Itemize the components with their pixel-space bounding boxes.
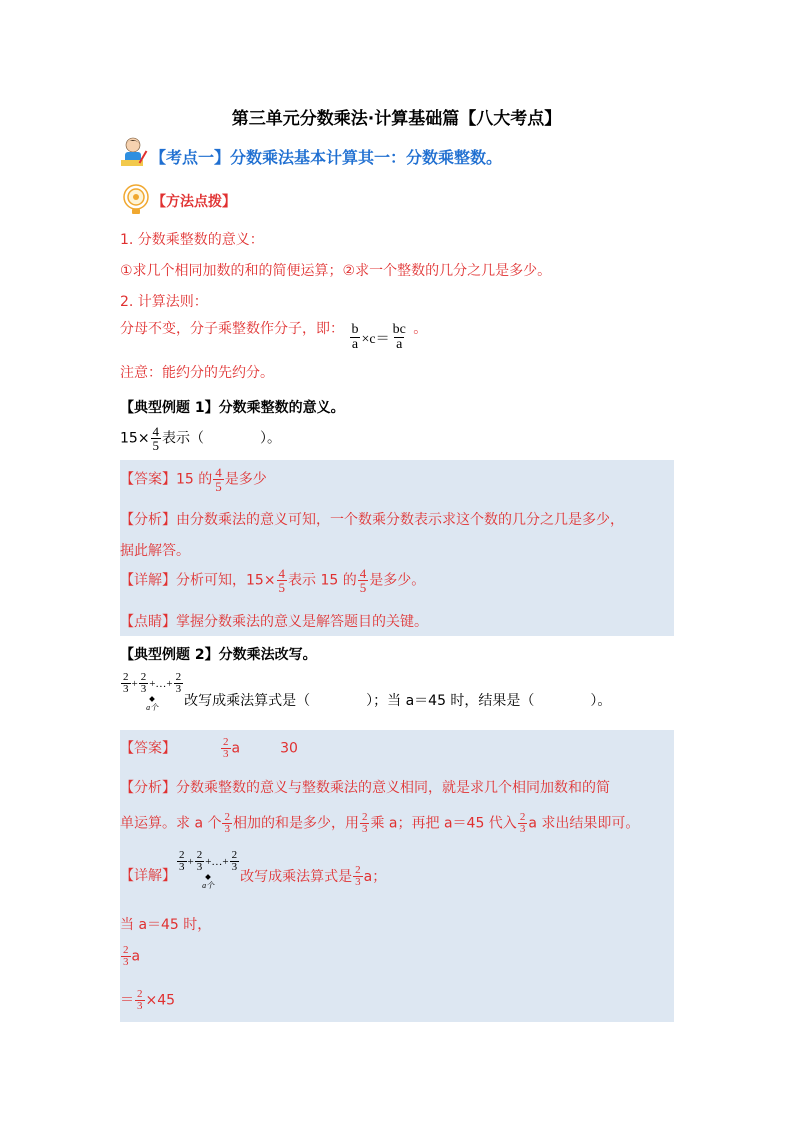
numerator: 4: [359, 566, 367, 581]
denominator: 5: [278, 580, 286, 595]
example-2-detail: [120, 850, 386, 891]
equals-sign: ＝: [120, 992, 134, 1009]
sum-expression: [176, 850, 240, 891]
detail-text: 改写成乘法算式是: [240, 868, 353, 885]
method-note: 注意：能约分的先约分。: [120, 365, 274, 381]
analysis-text: 乘 a；再把 a＝45 代入: [370, 815, 517, 832]
fraction-2-3: [230, 850, 240, 873]
numerator: 4: [278, 566, 286, 581]
fraction-2-3: [222, 812, 232, 835]
example-1-answer: [120, 466, 267, 493]
denominator: 3: [137, 1000, 143, 1012]
q-text: 表示（ ）。: [162, 430, 282, 447]
analysis-text: a 求出结果即可。: [528, 815, 640, 832]
numerator: 2: [196, 849, 203, 861]
example-1-title: 【典型例题 1】分数乘整数的意义。: [120, 400, 345, 416]
method-line-1: 1. 分数乘整数的意义：: [120, 232, 264, 248]
detail-text: 是多少。: [369, 572, 426, 589]
fraction-2-3: [195, 850, 205, 873]
fraction-2-3: [139, 672, 149, 695]
numerator: 2: [140, 671, 147, 683]
formula-times-c: ×c＝: [361, 331, 390, 347]
student-avatar-icon: [118, 136, 150, 170]
denominator: 3: [140, 683, 147, 695]
example-2-step-1: 当 a＝45 时，: [120, 917, 212, 933]
fraction-2-3: [121, 672, 131, 695]
rule-end: 。: [413, 321, 428, 337]
detail-tail: [240, 864, 387, 888]
numerator: b: [351, 322, 359, 337]
denominator: 3: [231, 861, 238, 873]
a-count-label: a个: [202, 881, 215, 890]
example-1-analysis-2: 据此解答。: [120, 543, 190, 559]
brace-marker: [205, 874, 211, 880]
numerator: 2: [355, 864, 361, 876]
a-count-label: a个: [146, 703, 159, 712]
brace-marker: [149, 696, 155, 702]
step-times-45: ×45: [145, 992, 176, 1009]
denominator: 5: [215, 479, 222, 494]
numerator: 2: [175, 671, 182, 683]
example-2-question: [120, 672, 611, 713]
denominator: 3: [361, 823, 368, 835]
denominator: a: [351, 337, 359, 352]
plus-sign: +: [131, 677, 138, 690]
example-2-title: 【典型例题 2】分数乘法改写。: [120, 647, 317, 663]
numerator: 2: [224, 811, 230, 823]
answer-text: 【答案】15 的: [120, 471, 213, 488]
denominator: 3: [196, 861, 203, 873]
fraction-2-3: [177, 850, 187, 873]
denominator: 3: [123, 683, 129, 695]
detail-label: 【详解】: [120, 868, 176, 884]
fraction-2-3: [221, 737, 231, 760]
fraction-b-over-a: [349, 323, 360, 352]
fraction-4-5: [213, 466, 224, 493]
example-2-analysis-1: 【分析】分数乘整数的意义与整数乘法的意义相同，就是求几个相同加数和的简: [120, 780, 610, 796]
plus-dots: +…+: [205, 855, 229, 868]
denominator: 3: [175, 683, 182, 695]
example-1-detail: [120, 567, 425, 594]
fraction-2-3: [135, 989, 145, 1012]
numerator: 2: [361, 811, 368, 823]
numerator: 2: [123, 944, 129, 956]
denominator: 3: [355, 876, 361, 888]
method-line-2: ①求几个相同加数的和的简便运算；②求一个整数的几分之几是多少。: [120, 263, 552, 279]
answer-a: a: [231, 740, 241, 757]
plus-sign: +: [187, 855, 194, 868]
numerator: 4: [152, 424, 160, 439]
numerator: 2: [179, 849, 185, 861]
fraction-2-3: [121, 945, 131, 968]
denominator: 3: [179, 861, 185, 873]
lightbulb-icon: [122, 183, 150, 217]
fraction-2-3: [353, 865, 363, 888]
plus-dots: +…+: [149, 677, 173, 690]
denominator: 5: [359, 580, 367, 595]
denominator: 5: [152, 438, 160, 453]
fraction-2-3: [360, 812, 370, 835]
fraction-4-5: [358, 567, 369, 594]
kaodian-heading: 【考点一】分数乘法基本计算其一：分数乘整数。: [150, 148, 503, 167]
answer-label: 【答案】: [120, 740, 176, 757]
method-header: 【方法点拨】: [152, 194, 236, 210]
denominator: a: [396, 337, 403, 352]
numerator: 2: [137, 988, 143, 1000]
numerator: 4: [215, 465, 222, 480]
fraction-bc-over-a: [391, 323, 408, 352]
sum-expression: [120, 672, 184, 713]
fraction-2-3: [174, 672, 184, 695]
detail-text: a；: [363, 868, 387, 885]
detail-text: 【详解】分析可知，15×: [120, 572, 276, 589]
example-2-step-2: [120, 945, 140, 968]
numerator: bc: [392, 322, 406, 337]
numerator: 2: [123, 671, 129, 683]
step-a: a: [131, 948, 141, 965]
example-2-step-3: [120, 989, 175, 1012]
denominator: 3: [123, 956, 129, 968]
example-2-answer: [120, 737, 298, 760]
detail-text: 表示 15 的: [288, 572, 357, 589]
q-text: 15×: [120, 430, 150, 447]
numerator: 2: [519, 811, 526, 823]
rule-text: 分母不变，分子乘整数作分子，即：: [120, 321, 344, 337]
numerator: 2: [231, 849, 238, 861]
q-text: 改写成乘法算式是（ ）；当 a＝45 时，结果是（ ）。: [184, 693, 612, 709]
fraction-4-5: [277, 567, 288, 594]
example-1-question: [120, 425, 281, 452]
analysis-text: 单运算。求 a 个: [120, 815, 222, 832]
rule-formula: [348, 323, 408, 352]
analysis-text: 相加的和是多少，用: [232, 815, 359, 832]
example-2-analysis-2: [120, 812, 639, 835]
answer-text: 是多少: [224, 471, 267, 488]
fraction-2-3: [518, 812, 528, 835]
denominator: 3: [224, 823, 230, 835]
example-1-key-point: 【点睛】掌握分数乘法的意义是解答题目的关键。: [120, 614, 428, 630]
method-line-3: 2. 计算法则：: [120, 294, 208, 310]
answer-30: 30: [280, 740, 298, 757]
denominator: 3: [519, 823, 526, 835]
denominator: 3: [223, 748, 229, 760]
fraction-4-5: [151, 425, 162, 452]
numerator: 2: [223, 736, 229, 748]
method-line-4: [120, 318, 427, 352]
page-title: 第三单元分数乘法·计算基础篇【八大考点】: [231, 109, 562, 129]
example-1-analysis-1: 【分析】由分数乘法的意义可知，一个数乘分数表示求这个数的几分之几是多少，: [120, 512, 624, 528]
